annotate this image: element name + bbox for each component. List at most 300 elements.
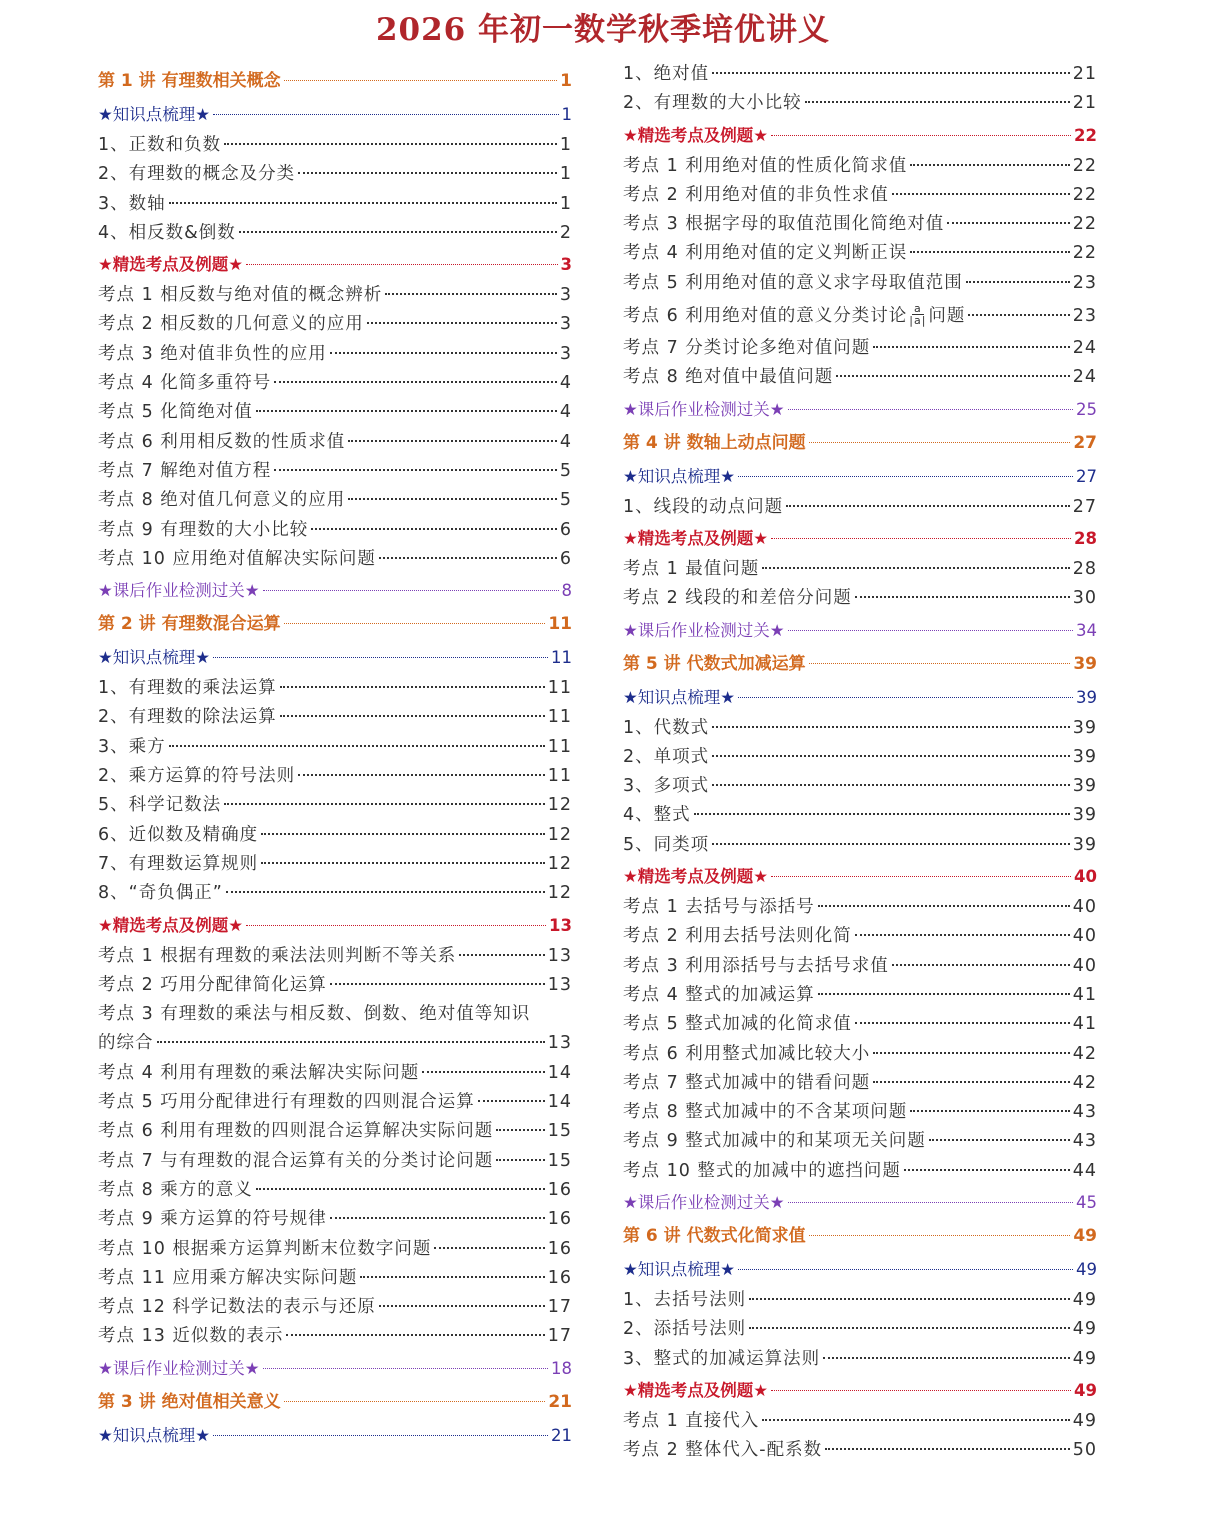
- toc-page-number: 5: [559, 490, 572, 511]
- toc-page-number: 41: [1072, 984, 1097, 1005]
- toc-page-number: 27: [1073, 432, 1097, 453]
- toc-entry-exam[interactable]: [98, 909, 572, 942]
- dot-leader: [771, 133, 1071, 136]
- toc-page-number: 12: [547, 883, 572, 904]
- toc-entry-item[interactable]: [98, 310, 572, 339]
- toc-entry-item[interactable]: [623, 952, 1097, 981]
- toc-entry-item[interactable]: [623, 152, 1097, 181]
- toc-page-number: 40: [1072, 955, 1097, 976]
- toc-entry-title: ★课后作业检测过关★: [98, 1358, 260, 1378]
- dot-leader: [823, 1355, 1070, 1359]
- toc-page-number: 1: [559, 164, 572, 185]
- dot-leader: [213, 1433, 548, 1436]
- toc-entry-chapter[interactable]: [623, 426, 1097, 460]
- toc-page-number: 28: [1072, 558, 1097, 579]
- dot-leader: [263, 1366, 548, 1369]
- dot-leader: [169, 743, 545, 747]
- toc-entry-item[interactable]: [98, 398, 572, 427]
- dot-leader: [749, 1325, 1070, 1329]
- toc-page-number: 30: [1072, 588, 1097, 609]
- toc-entry-item[interactable]: [98, 1235, 572, 1264]
- toc-entry-item[interactable]: [623, 743, 1097, 772]
- toc-entry-chapter[interactable]: [98, 64, 572, 98]
- dot-leader: [947, 220, 1069, 224]
- dot-leader: [855, 932, 1070, 936]
- toc-page-number: 6: [559, 519, 572, 540]
- toc-entry-item[interactable]: [98, 674, 572, 703]
- toc-entry-title: 1、线段的动点问题: [623, 496, 784, 517]
- toc-entry-item[interactable]: [98, 340, 572, 369]
- toc-entry-title: ★知识点梳理★: [623, 1260, 736, 1280]
- toc-page-number: 22: [1072, 184, 1097, 205]
- toc-entry-title: ★知识点梳理★: [623, 466, 736, 486]
- dot-leader: [836, 373, 1069, 377]
- toc-entry-item[interactable]: [623, 801, 1097, 830]
- toc-page-number: 3: [559, 314, 572, 335]
- dot-leader: [738, 474, 1073, 477]
- toc-entry-item[interactable]: [623, 1127, 1097, 1156]
- toc-entry-title: 考点 12 科学记数法的表示与还原: [98, 1297, 376, 1318]
- toc-page-number: 13: [549, 915, 572, 935]
- dot-leader: [226, 889, 545, 893]
- toc-entry-title: ★课后作业检测过关★: [623, 1193, 785, 1213]
- toc-entry-title: 4、整式: [623, 805, 691, 826]
- toc-entry-item[interactable]: [623, 89, 1097, 118]
- toc-page-number: 21: [551, 1425, 572, 1445]
- toc-page-number: 4: [559, 431, 572, 452]
- toc-entry-title: 第 3 讲 绝对值相关意义: [98, 1391, 281, 1412]
- toc-page-number: 11: [551, 648, 572, 668]
- toc-entry-title: 2、有理数的除法运算: [98, 707, 277, 728]
- toc-entry-item[interactable]: [98, 971, 572, 1000]
- dot-leader: [434, 1245, 544, 1249]
- toc-entry-hw[interactable]: [98, 1352, 572, 1385]
- toc-entry-title: 考点 1 根据有理数的乘法法则判断不等关系: [98, 945, 457, 966]
- toc-page-number: 11: [548, 614, 572, 635]
- dot-leader: [213, 112, 558, 115]
- toc-entry-item[interactable]: [98, 942, 572, 971]
- toc-entry-item[interactable]: [623, 772, 1097, 801]
- toc-entry-title: 3、数轴: [98, 193, 166, 214]
- toc-entry-title: 2、乘方运算的符号法则: [98, 766, 296, 787]
- toc-entry-title: 2、单项式: [623, 746, 710, 767]
- toc-entry-item[interactable]: [623, 981, 1097, 1010]
- toc-entry-item[interactable]: [98, 281, 572, 310]
- toc-entry-title: ★精选考点及例题★: [98, 915, 244, 935]
- toc-entry-title: 考点 6 利用有理数的四则混合运算解决实际问题: [98, 1121, 494, 1142]
- dot-leader: [284, 78, 558, 81]
- dot-leader: [224, 801, 545, 805]
- toc-entry-item[interactable]: [98, 821, 572, 850]
- dot-leader: [379, 1303, 545, 1307]
- toc-page-number: 49: [1072, 1319, 1097, 1340]
- dot-leader: [385, 291, 557, 295]
- fraction-a-over-abs-a: [909, 303, 926, 326]
- toc-page-number: 12: [547, 795, 572, 816]
- toc-entry-title: 考点 2 线段的和差倍分问题: [623, 588, 852, 609]
- toc-entry-item[interactable]: [623, 493, 1097, 522]
- toc-entry[interactable]: [98, 1000, 572, 1029]
- toc-entry-item[interactable]: [623, 210, 1097, 239]
- dot-leader: [771, 536, 1071, 539]
- toc-entry-know[interactable]: [98, 98, 572, 131]
- toc-entry-title: 第 4 讲 数轴上动点问题: [623, 432, 806, 453]
- toc-entry-chapter[interactable]: [98, 1385, 572, 1419]
- toc-entry-item[interactable]: [623, 181, 1097, 210]
- dot-leader: [968, 312, 1069, 316]
- toc-entry-item[interactable]: [98, 762, 572, 791]
- toc-page-number: 49: [1072, 1410, 1097, 1431]
- toc-page-number: 39: [1072, 834, 1097, 855]
- toc-entry-title: 考点 3 利用添括号与去括号求值: [623, 955, 889, 976]
- toc-entry-know[interactable]: [623, 460, 1097, 493]
- toc-entry-title: 考点 1 去括号与添括号: [623, 897, 815, 918]
- dot-leader: [459, 952, 544, 956]
- toc-entry-title: 3、整式的加减运算法则: [623, 1348, 821, 1369]
- toc-entry-title: 考点 5 整式加减的化简求值: [623, 1014, 852, 1035]
- dot-leader: [274, 467, 557, 471]
- toc-entry-title: 3、多项式: [623, 776, 710, 797]
- dot-leader: [246, 923, 546, 926]
- dot-leader: [330, 1215, 545, 1219]
- toc-page-number: 39: [1072, 776, 1097, 797]
- toc-page-number: 23: [1072, 306, 1097, 327]
- toc-entry-item[interactable]: [623, 1010, 1097, 1039]
- dot-leader: [263, 588, 559, 591]
- toc-entry-item[interactable]: [623, 239, 1097, 268]
- toc-page-number: 22: [1072, 243, 1097, 264]
- toc-entry-item[interactable]: [98, 516, 572, 545]
- toc-entry-item[interactable]: [623, 363, 1097, 392]
- toc-page-number: 40: [1074, 867, 1097, 887]
- toc-entry-chapter[interactable]: [623, 647, 1097, 681]
- dot-leader: [825, 1446, 1070, 1450]
- toc-entry-title: ★课后作业检测过关★: [623, 399, 785, 419]
- dot-leader: [786, 503, 1070, 507]
- toc-entry-title: 考点 6 利用绝对值的意义分类讨论 $\frac{a}{|a|}$ 问题: [623, 301, 966, 327]
- toc-page-number: 25: [1076, 399, 1097, 419]
- document-title: 2026 年初一数学秋季培优讲义: [375, 12, 831, 48]
- toc-page-number: 4: [559, 373, 572, 394]
- toc-page-number: 13: [547, 974, 572, 995]
- toc-entry-title: 考点 9 有理数的大小比较: [98, 519, 309, 540]
- toc-entry-title: 考点 2 整体代入-配系数: [623, 1440, 823, 1461]
- toc-page-number: 13: [547, 1033, 572, 1054]
- toc-entry-title: ★知识点梳理★: [623, 687, 736, 707]
- toc-entry-item[interactable]: [98, 791, 572, 820]
- toc-entry-item[interactable]: [98, 131, 572, 160]
- dot-leader: [274, 379, 557, 383]
- toc-page-number: 1: [559, 193, 572, 214]
- toc-entry-hw[interactable]: [623, 1186, 1097, 1219]
- toc-entry-exam[interactable]: [623, 860, 1097, 893]
- toc-entry-title: 考点 4 利用有理数的乘法解决实际问题: [98, 1062, 420, 1083]
- toc-entry-item[interactable]: [98, 545, 572, 574]
- toc-entry-know[interactable]: [623, 1253, 1097, 1286]
- dot-leader: [966, 279, 1070, 283]
- fraction-numerator: a: [913, 301, 922, 315]
- toc-page-number: 23: [1072, 272, 1097, 293]
- toc-entry-title: 考点 8 整式加减中的不含某项问题: [623, 1102, 908, 1123]
- toc-entry-item[interactable]: [98, 1117, 572, 1146]
- dot-leader: [910, 1108, 1069, 1112]
- dot-leader: [712, 70, 1070, 74]
- toc-page-number: 50: [1072, 1440, 1097, 1461]
- toc-entry-chapter[interactable]: [98, 607, 572, 641]
- toc-entry-exam[interactable]: [623, 1374, 1097, 1407]
- toc-page-number: 6: [559, 548, 572, 569]
- toc-page-number: 22: [1072, 214, 1097, 235]
- toc-entry-title: 考点 9 乘方运算的符号规律: [98, 1209, 327, 1230]
- toc-entry-item[interactable]: [98, 428, 572, 457]
- toc-entry-item[interactable]: [98, 1322, 572, 1351]
- dot-leader: [738, 695, 1073, 698]
- toc-entry-title: 考点 1 相反数与绝对值的概念辨析: [98, 285, 383, 306]
- toc-entry-hw[interactable]: [623, 614, 1097, 647]
- toc-entry-know[interactable]: [98, 641, 572, 674]
- dot-leader: [496, 1157, 544, 1161]
- toc-entry-title: 6、近似数及精确度: [98, 824, 259, 845]
- toc-entry-title: 1、有理数的乘法运算: [98, 678, 277, 699]
- toc-entry-item[interactable]: [98, 486, 572, 515]
- dot-leader: [873, 344, 1069, 348]
- dot-leader: [298, 170, 557, 174]
- toc-entry-title: ★课后作业检测过关★: [623, 620, 785, 640]
- dot-leader: [246, 262, 557, 265]
- dot-leader: [256, 408, 557, 412]
- toc-page-number: 15: [547, 1121, 572, 1142]
- toc-entry-title: 考点 8 绝对值几何意义的应用: [98, 490, 346, 511]
- toc-entry-title: 1、代数式: [623, 717, 710, 738]
- toc-entry-item[interactable]: [623, 1345, 1097, 1374]
- toc-entry-title: 8、“奇负偶正”: [98, 883, 223, 904]
- toc-entry-title: 考点 11 应用乘方解决实际问题: [98, 1267, 358, 1288]
- toc-entry-hw[interactable]: [98, 574, 572, 607]
- toc-page-number: 4: [559, 402, 572, 423]
- toc-entry-item[interactable]: [623, 60, 1097, 89]
- dot-leader: [892, 191, 1070, 195]
- toc-entry-item[interactable]: [623, 1436, 1097, 1465]
- toc-page-number: 42: [1072, 1072, 1097, 1093]
- toc-entry-title: 考点 8 绝对值中最值问题: [623, 367, 834, 388]
- toc-entry-continuation: [98, 1029, 572, 1058]
- toc-entry-title: 考点 1 直接代入: [623, 1410, 760, 1431]
- toc-page-number: 16: [547, 1238, 572, 1259]
- toc-page-number: 22: [1074, 125, 1097, 145]
- dot-leader: [157, 1039, 545, 1043]
- dot-leader: [910, 162, 1069, 166]
- toc-entry-item[interactable]: [623, 334, 1097, 363]
- toc-entry-know[interactable]: [98, 1419, 572, 1452]
- toc-entry-hw[interactable]: [623, 393, 1097, 426]
- toc-page-number: 12: [547, 824, 572, 845]
- dot-leader: [762, 1417, 1069, 1421]
- dot-leader: [694, 811, 1070, 815]
- toc-page-number: 39: [1076, 687, 1097, 707]
- toc-entry-item[interactable]: [98, 850, 572, 879]
- toc-entry-title: 1、去括号法则: [623, 1290, 747, 1311]
- toc-entry-item[interactable]: [623, 1315, 1097, 1344]
- toc-entry-know[interactable]: [623, 681, 1097, 714]
- toc-page-number: 1: [561, 105, 572, 124]
- dot-leader: [330, 350, 557, 354]
- toc-entry-title: 考点 2 利用绝对值的非负性求值: [623, 184, 889, 205]
- toc-entry-title: ★精选考点及例题★: [623, 125, 769, 145]
- toc-entry-chapter[interactable]: [623, 1219, 1097, 1253]
- toc-page-number: 5: [559, 460, 572, 481]
- dot-leader: [348, 496, 557, 500]
- toc-page-number: 40: [1072, 926, 1097, 947]
- toc-page-number: 40: [1072, 897, 1097, 918]
- toc-entry-item[interactable]: [98, 733, 572, 762]
- toc-entry-title: 2、有理数的大小比较: [623, 93, 802, 114]
- toc-entry-exam[interactable]: [623, 119, 1097, 152]
- toc-entry-item[interactable]: [98, 369, 572, 398]
- toc-entry-title: 考点 9 整式加减中的和某项无关问题: [623, 1131, 926, 1152]
- toc-entry-title: 考点 2 利用去括号法则化简: [623, 926, 852, 947]
- dot-leader: [818, 903, 1070, 907]
- toc-entry-item[interactable]: [98, 1293, 572, 1322]
- toc-entry-item[interactable]: [623, 1407, 1097, 1436]
- toc-entry-item[interactable]: [98, 190, 572, 219]
- dot-leader: [256, 1186, 545, 1190]
- toc-entry-item[interactable]: [98, 879, 572, 908]
- toc-entry-title: 考点 1 利用绝对值的性质化简求值: [623, 155, 908, 176]
- dot-leader: [809, 661, 1071, 664]
- dot-leader: [855, 1020, 1070, 1024]
- dot-leader: [496, 1127, 544, 1131]
- toc-page-number: 17: [547, 1297, 572, 1318]
- toc-entry-item[interactable]: [623, 893, 1097, 922]
- toc-page-number: 41: [1072, 1014, 1097, 1035]
- toc-page-number: 27: [1072, 496, 1097, 517]
- toc-entry-title: 5、同类项: [623, 834, 710, 855]
- toc-entry-item[interactable]: [623, 1069, 1097, 1098]
- toc-entry-item[interactable]: [623, 1157, 1097, 1186]
- dot-leader: [712, 782, 1070, 786]
- dot-leader: [929, 1137, 1070, 1141]
- toc-page-number: 16: [547, 1209, 572, 1230]
- toc-entry-title: 考点 1 最值问题: [623, 558, 760, 579]
- dot-leader: [809, 440, 1071, 443]
- toc-page-number: 21: [548, 1391, 572, 1412]
- toc-page-number: 16: [547, 1179, 572, 1200]
- toc-entry-title: 考点 8 乘方的意义: [98, 1179, 253, 1200]
- toc-entry-title: ★知识点梳理★: [98, 1425, 211, 1445]
- toc-entry-title: 考点 5 巧用分配律进行有理数的四则混合运算: [98, 1092, 475, 1113]
- fraction-denominator: |a|: [909, 313, 927, 327]
- toc-page-number: 22: [1072, 155, 1097, 176]
- toc-page-number: 39: [1072, 805, 1097, 826]
- toc-entry-item[interactable]: [623, 922, 1097, 951]
- toc-entry-title: 1、正数和负数: [98, 135, 222, 155]
- toc-entry-item[interactable]: [623, 1098, 1097, 1127]
- toc-entry-title: 考点 3 绝对值非负性的应用: [98, 343, 327, 364]
- dot-leader: [805, 99, 1070, 103]
- toc-entry-title: 3、乘方: [98, 736, 166, 757]
- toc-entry-item[interactable]: [98, 1205, 572, 1234]
- dot-leader: [261, 831, 545, 835]
- toc-entry-title: ★知识点梳理★: [98, 648, 211, 668]
- toc-page-number: 49: [1076, 1260, 1097, 1280]
- dot-leader: [298, 772, 545, 776]
- toc-entry-item[interactable]: [98, 219, 572, 248]
- toc-entry-item[interactable]: [98, 1176, 572, 1205]
- toc-entry-title: 第 1 讲 有理数相关概念: [98, 71, 281, 91]
- toc-entry-item[interactable]: [623, 1040, 1097, 1069]
- toc-page-number: 24: [1072, 367, 1097, 388]
- toc-page-number: 27: [1076, 466, 1097, 486]
- toc-entry-item[interactable]: [98, 703, 572, 732]
- toc-page-number: 14: [547, 1062, 572, 1083]
- toc-entry-title: 1、绝对值: [623, 64, 710, 84]
- dot-leader: [284, 1399, 546, 1402]
- toc-entry-item[interactable]: [98, 1147, 572, 1176]
- toc-entry-item[interactable]: [623, 1286, 1097, 1315]
- toc-entry-title: 2、添括号法则: [623, 1319, 747, 1340]
- toc-entry-exam[interactable]: [98, 248, 572, 281]
- dot-leader: [762, 565, 1069, 569]
- toc-entry-exam[interactable]: [623, 522, 1097, 555]
- toc-entry-title: 考点 3 有理数的乘法与相反数、倒数、绝对值等知识: [98, 1004, 531, 1025]
- toc-entry-title: 考点 4 化简多重符号: [98, 373, 272, 394]
- toc-page-number: 39: [1072, 717, 1097, 738]
- dot-leader: [261, 860, 545, 864]
- toc-page-number: 17: [547, 1326, 572, 1347]
- dot-leader: [712, 841, 1070, 845]
- toc-entry-item[interactable]: [98, 1059, 572, 1088]
- dot-leader: [873, 1050, 1069, 1054]
- toc-entry-item[interactable]: [623, 831, 1097, 860]
- toc-entry-item[interactable]: [623, 269, 1097, 298]
- dot-leader: [213, 655, 548, 658]
- toc-entry-item[interactable]: [98, 1088, 572, 1117]
- toc-entry-item[interactable]: [623, 714, 1097, 743]
- toc-page-number: 1: [560, 71, 572, 91]
- toc-entry-title: 2、有理数的概念及分类: [98, 164, 296, 185]
- toc-entry-item[interactable]: [98, 1264, 572, 1293]
- toc-page-number: 16: [547, 1267, 572, 1288]
- toc-entry-title: 考点 5 化简绝对值: [98, 402, 253, 423]
- toc-entry-title: 考点 7 分类讨论多绝对值问题: [623, 338, 871, 359]
- toc-entry-item[interactable]: [98, 160, 572, 189]
- toc-entry-item[interactable]: [623, 584, 1097, 613]
- toc-entry-title: 5、科学记数法: [98, 795, 222, 816]
- toc-left-column: [98, 64, 572, 1452]
- toc-entry-title: 考点 2 巧用分配律简化运算: [98, 974, 327, 995]
- toc-entry-item[interactable]: [98, 457, 572, 486]
- dot-leader: [360, 1274, 544, 1278]
- toc-entry-title: 第 6 讲 代数式化简求值: [623, 1226, 806, 1247]
- toc-entry-title: ★精选考点及例题★: [623, 1380, 769, 1400]
- toc-entry-fracitem[interactable]: [623, 298, 1097, 334]
- toc-page-number: 1: [559, 135, 572, 155]
- dot-leader: [286, 1332, 544, 1336]
- toc-page-number: 49: [1072, 1348, 1097, 1369]
- toc-entry-title: 考点 6 利用相反数的性质求值: [98, 431, 346, 452]
- toc-page-number: 8: [561, 581, 572, 601]
- toc-entry-title: 考点 7 整式加减中的错看问题: [623, 1072, 871, 1093]
- dot-leader: [348, 438, 557, 442]
- dot-leader: [712, 753, 1070, 757]
- toc-entry-title: 4、相反数&倒数: [98, 222, 236, 243]
- toc-entry-title: 考点 3 根据字母的取值范围化简绝对值: [623, 214, 945, 235]
- toc-page-number: 42: [1072, 1043, 1097, 1064]
- toc-entry-title: 考点 4 整式的加减运算: [623, 984, 815, 1005]
- toc-entry-title: 考点 10 应用绝对值解决实际问题: [98, 548, 376, 569]
- dot-leader: [771, 874, 1071, 877]
- toc-entry-item[interactable]: [623, 555, 1097, 584]
